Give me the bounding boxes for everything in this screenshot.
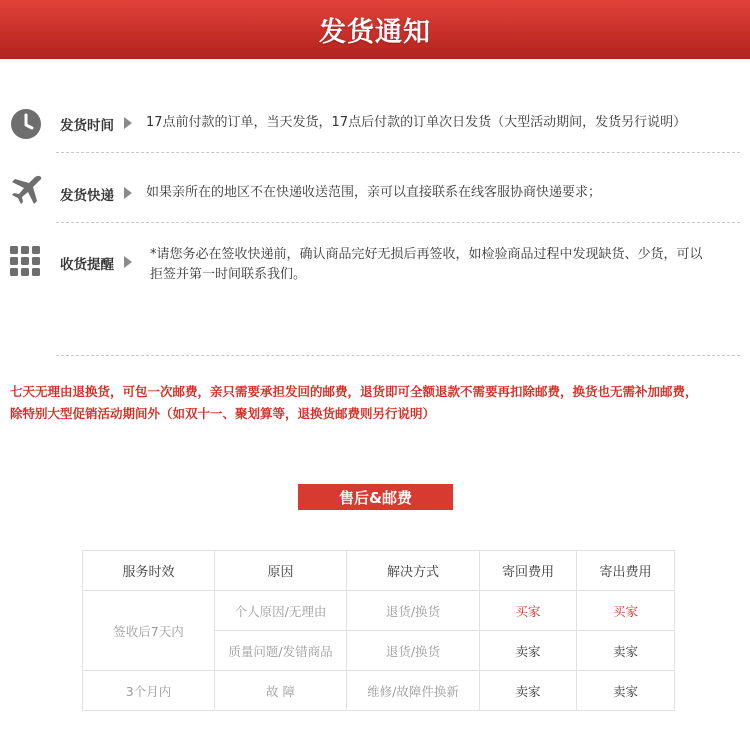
service-period-cell: 3个月内 <box>83 671 215 711</box>
divider <box>56 222 740 223</box>
reason-cell: 个人原因/无理由 <box>215 591 347 631</box>
airplane-icon <box>10 174 42 206</box>
return-fee-cell: 卖家 <box>480 631 577 671</box>
table-row <box>83 591 675 631</box>
notice-line: 除特别大型促销活动期间外（如双十一、聚划算等，退换货邮费则另行说明） <box>10 406 436 421</box>
row-label: 发货快递 <box>60 188 114 204</box>
column-header: 服务时效 <box>83 551 215 591</box>
arrow-right-icon <box>124 187 132 199</box>
section-title-after-sales: 售后&邮费 <box>298 484 453 510</box>
column-header: 解决方式 <box>347 551 480 591</box>
reason-cell: 质量问题/发错商品 <box>215 631 347 671</box>
after-sales-fee-table <box>82 550 675 711</box>
table-row <box>83 671 675 711</box>
reason-cell: 故 障 <box>215 671 347 711</box>
service-period-cell: 签收后7天内 <box>83 591 215 671</box>
clock-icon <box>10 108 42 140</box>
row-text: 17点前付款的订单，当天发货，17点后付款的订单次日发货（大型活动期间，发货另行说明） <box>146 115 687 130</box>
arrow-right-icon <box>124 256 132 268</box>
row-label: 发货时间 <box>60 118 114 134</box>
solution-cell: 退货/换货 <box>347 591 480 631</box>
row-text: *请您务必在签收快递前，确认商品完好无损后再签收，如检验商品过程中发现缺货、少货，可以 <box>150 247 703 262</box>
send-fee-cell: 卖家 <box>577 631 675 671</box>
info-row-shipping-time <box>0 104 750 144</box>
column-header: 原因 <box>215 551 347 591</box>
return-fee-cell: 买家 <box>480 591 577 631</box>
solution-cell: 退货/换货 <box>347 631 480 671</box>
grid-icon <box>10 246 42 278</box>
send-fee-cell: 卖家 <box>577 671 675 711</box>
column-header: 寄回费用 <box>480 551 577 591</box>
solution-cell: 维修/故障件换新 <box>347 671 480 711</box>
divider <box>56 152 740 153</box>
column-header: 寄出费用 <box>577 551 675 591</box>
row-label: 收货提醒 <box>60 257 114 273</box>
header-banner <box>0 0 750 59</box>
divider <box>56 355 740 356</box>
page-title: 发货通知 <box>319 17 431 48</box>
info-row-receipt-reminder <box>0 244 750 304</box>
notice-line: 七天无理由退换货，可包一次邮费，亲只需要承担发回的邮费，退货即可全额退款不需要再扣除邮费，换货也无需补加邮费， <box>10 384 698 399</box>
send-fee-cell: 买家 <box>577 591 675 631</box>
row-text: 如果亲所在的地区不在快递收送范围，亲可以直接联系在线客服协商快递要求； <box>146 185 602 200</box>
return-fee-cell: 卖家 <box>480 671 577 711</box>
return-policy-notice <box>10 381 745 425</box>
table-header-row <box>83 551 675 591</box>
arrow-right-icon <box>124 117 132 129</box>
info-row-courier <box>0 172 750 212</box>
row-text: 拒签并第一时间联系我们。 <box>150 267 307 282</box>
